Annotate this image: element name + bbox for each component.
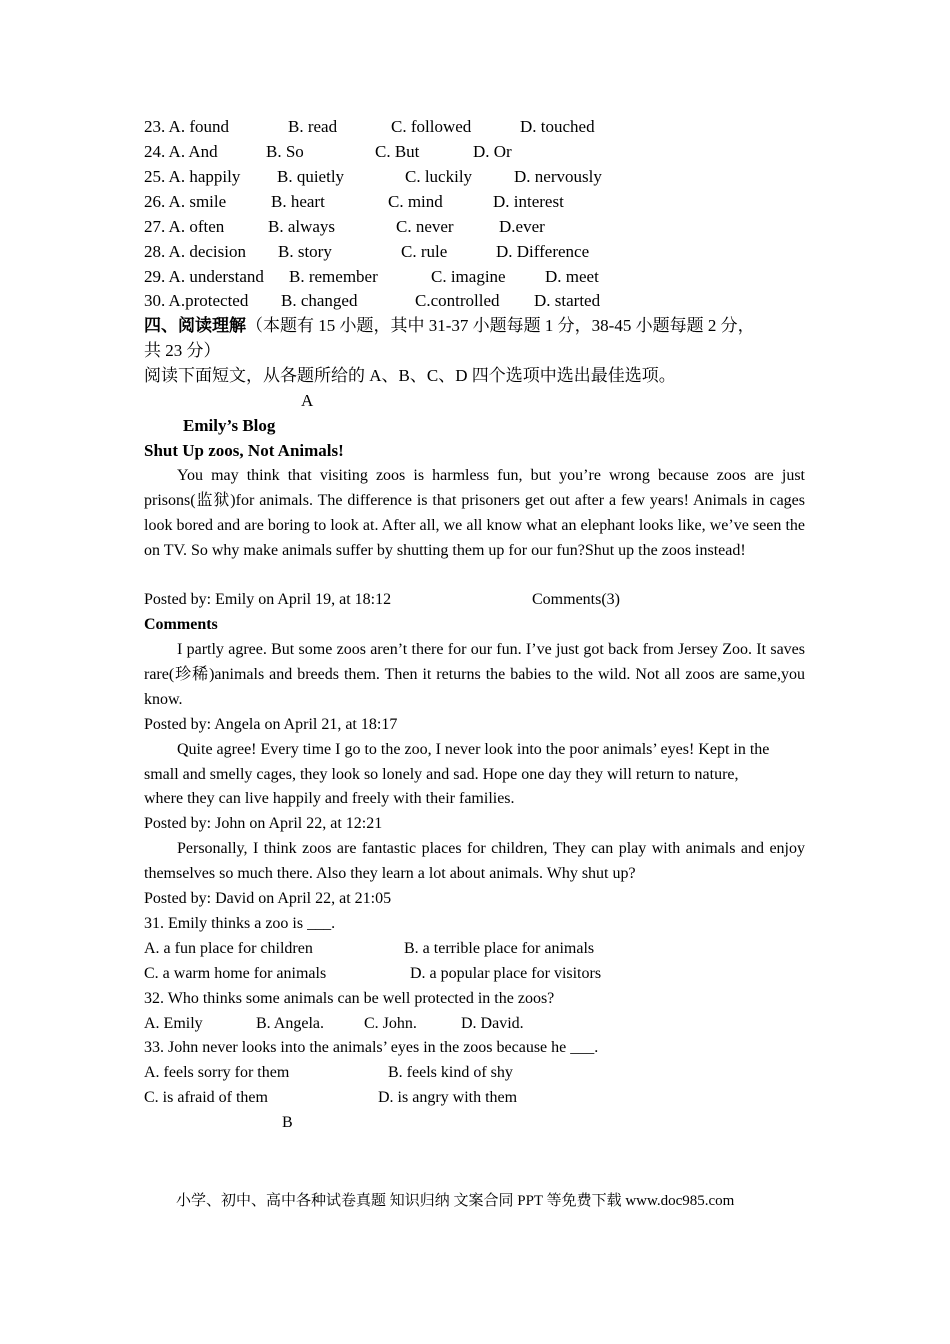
option-b: B. remember: [289, 267, 378, 286]
option-c: C. But: [375, 142, 420, 161]
page-footer: 小学、初中、高中各种试卷真题 知识归纳 文案合同 PPT 等免费下载 www.doc985.com: [176, 1193, 735, 1209]
option-b: B. quietly: [277, 167, 345, 186]
question-32: 32. Who thinks some animals can be well protected in the zoos?: [144, 990, 555, 1007]
option-d: D. started: [534, 291, 601, 310]
comment-david: [144, 837, 805, 887]
q33-option-d: D. is angry with them: [378, 1089, 518, 1106]
q31-option-b: B. a terrible place for animals: [404, 940, 595, 957]
option-a: 25. A. happily: [144, 167, 241, 186]
option-c: C. mind: [388, 192, 443, 211]
option-c: C.controlled: [415, 291, 500, 310]
q33-option-c: C. is afraid of them: [144, 1089, 268, 1106]
blog-name: Emily’s Blog: [183, 416, 276, 435]
section-heading: [144, 314, 755, 339]
section-note-cont: 共 23 分）: [144, 341, 221, 360]
option-b: B. So: [266, 142, 304, 161]
comment-angela: [144, 638, 805, 713]
comments-heading: Comments: [144, 616, 218, 633]
q32-option-b: B. Angela.: [256, 1015, 324, 1032]
question-31: 31. Emily thinks a zoo is ___.: [144, 915, 336, 932]
option-a: 26. A. smile: [144, 192, 227, 211]
option-a: 28. A. decision: [144, 242, 246, 261]
option-d: D.ever: [499, 217, 545, 236]
blog-post-text: You may think that visiting zoos is harmless fun, but you’re wrong because zoos are just prisons(监狱)for animals. The difference is that prisoners get out after a few years! Animals in cages look bored and are boring to look at. After all, we all know what an elephant looks like, we’ve seen the on TV. So why make animals suffer by shutting them up for our fun?Shut up the zoos instead!: [144, 467, 805, 559]
option-d: D. touched: [520, 117, 595, 136]
q31-option-d: D. a popular place for visitors: [410, 965, 602, 982]
comment-john-line: where they can live happily and freely with their families.: [144, 790, 515, 807]
q31-option-a: A. a fun place for children: [144, 940, 313, 957]
option-d: D. Or: [473, 142, 512, 161]
comment-byline: Posted by: Angela on April 21, at 18:17: [144, 716, 398, 733]
comments-count: Comments(3): [532, 591, 620, 608]
option-a: 30. A.protected: [144, 291, 249, 310]
option-d: D. Difference: [496, 242, 590, 261]
section-note: （本题有 15 小题，其中 31-37 小题每题 1 分，38-45 小题每题 2 分，: [246, 316, 755, 335]
comment-text: I partly agree. But some zoos aren’t there for our fun. I’ve just got back from Jersey Zoo. It saves rare(珍稀)animals and breeds them. Then it returns the babies to the wild. Not all zoos are same,you know.: [144, 641, 805, 708]
option-b: B. read: [288, 117, 338, 136]
option-d: D. meet: [545, 267, 599, 286]
option-c: C. luckily: [405, 167, 473, 186]
q31-option-c: C. a warm home for animals: [144, 965, 327, 982]
option-c: C. never: [396, 217, 454, 236]
comment-text: Personally, I think zoos are fantastic places for children, They can play with animals and enjoy themselves so much there. Also they learn a lot about animals. Why shut up?: [144, 840, 805, 882]
option-a: 27. A. often: [144, 217, 225, 236]
option-a: 24. A. And: [144, 142, 218, 161]
post-byline: Posted by: Emily on April 19, at 18:12: [144, 591, 392, 608]
section-instruction: 阅读下面短文，从各题所给的 A、B、C、D 四个选项中选出最佳选项。: [144, 366, 676, 385]
option-b: B. changed: [281, 291, 358, 310]
q32-option-d: D. David.: [461, 1015, 524, 1032]
option-a: 23. A. found: [144, 117, 229, 136]
q33-option-b: B. feels kind of shy: [388, 1064, 513, 1081]
blog-title: Shut Up zoos, Not Animals!: [144, 441, 344, 460]
comment-john-line: small and smelly cages, they look so lonely and sad. Hope one day they will return to nature,: [144, 766, 739, 783]
q33-option-a: A. feels sorry for them: [144, 1064, 290, 1081]
comment-byline: Posted by: John on April 22, at 12:21: [144, 815, 383, 832]
option-d: D. nervously: [514, 167, 602, 186]
blog-post: [144, 464, 805, 564]
section-title: 四、阅读理解: [144, 316, 246, 335]
option-d: D. interest: [493, 192, 564, 211]
comment-john-line: Quite agree! Every time I go to the zoo, I never look into the poor animals’ eyes! Kept in the: [177, 741, 770, 758]
option-b: B. always: [268, 217, 336, 236]
q32-option-a: A. Emily: [144, 1015, 203, 1032]
question-33: 33. John never looks into the animals’ eyes in the zoos because he ___.: [144, 1039, 599, 1056]
passage-a-label: A: [301, 391, 314, 410]
q32-option-c: C. John.: [364, 1015, 417, 1032]
passage-b-label: B: [282, 1114, 293, 1131]
option-b: B. heart: [271, 192, 325, 211]
option-a: 29. A. understand: [144, 267, 264, 286]
comment-byline: Posted by: David on April 22, at 21:05: [144, 890, 392, 907]
option-c: C. rule: [401, 242, 448, 261]
option-b: B. story: [278, 242, 332, 261]
option-c: C. followed: [391, 117, 472, 136]
option-c: C. imagine: [431, 267, 506, 286]
